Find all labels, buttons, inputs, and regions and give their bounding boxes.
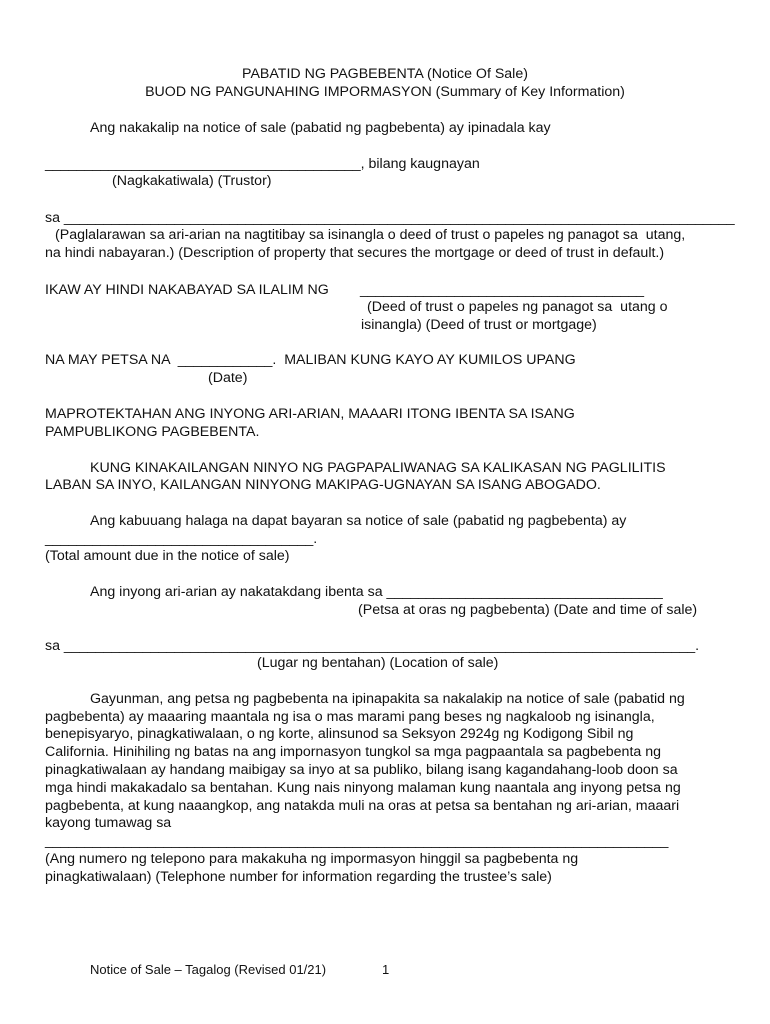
trustor-caption: (Nagkakatiwala) (Trustor) bbox=[112, 173, 272, 189]
body-paragraph-line: pagbebenta) ay maaaring maantala ng isa o mas marami pang beses ng nagkaloob ng isinangla, bbox=[45, 709, 655, 725]
property-blank-line: sa _____________________________________________________________________________________ bbox=[45, 210, 735, 226]
deed-caption-line1: (Deed of trust o papeles ng panagot sa utang o bbox=[367, 299, 668, 315]
body-paragraph-line: Gayunman, ang petsa ng pagbebenta na ipinapakita sa nakalakip na notice of sale (pabatid ng bbox=[90, 691, 685, 707]
amount-caption: (Total amount due in the notice of sale) bbox=[45, 548, 290, 564]
deed-caption-line2: isinangla) (Deed of trust or mortgage) bbox=[361, 317, 597, 333]
phone-blank-line: _______________________________________________________________________________ bbox=[45, 833, 669, 849]
document-subtitle: BUOD NG PANGUNAHING IMPORMASYON (Summary of Key Information) bbox=[145, 84, 625, 100]
lawyer-line2: LABAN SA INYO, KAILANGAN NINYONG MAKIPAG-UGNAYAN SA ISANG ABOGADO. bbox=[45, 477, 601, 493]
sale-date-text: Ang inyong ari-arian ay nakatakdang ibenta sa ___________________________________ bbox=[90, 584, 663, 600]
phone-caption-line1: (Ang numero ng telepono para makakuha ng impormasyon hinggil sa pagbebenta ng bbox=[45, 851, 579, 867]
trustor-blank-line: ________________________________________, bilang kaugnayan bbox=[45, 156, 480, 172]
location-caption: (Lugar ng bentahan) (Location of sale) bbox=[257, 655, 499, 671]
body-paragraph-line: pagbebenta, at kung naaangkop, ang natakda muli na oras at petsa sa bentahan ng ari-arian, maaari bbox=[45, 798, 680, 814]
dated-text: NA MAY PETSA NA ____________. MALIBAN KUNG KAYO AY KUMILOS UPANG bbox=[45, 352, 576, 368]
body-paragraph-line: benepisyaryo, pinagkatiwalaan, o ng korte, alinsunod sa Seksyon 2924g ng Kodigong Sibil ng bbox=[45, 726, 634, 742]
protect-line2: PAMPUBLIKONG PAGBEBENTA. bbox=[45, 424, 260, 440]
intro-text: Ang nakakalip na notice of sale (pabatid ng pagbebenta) ay ipinadala kay bbox=[90, 120, 551, 136]
body-paragraph-line: mga hindi makakadalo sa bentahan. Kung nais ninyong malaman kung naantala ang inyong petsa ng bbox=[45, 780, 681, 796]
deed-blank-line: ____________________________________ bbox=[360, 282, 645, 298]
location-blank-line: sa ________________________________________________________________________________. bbox=[45, 638, 700, 654]
body-paragraph-line: pinagkatiwalaan ay handang maibigay sa inyo at sa publiko, bilang isang kagandahang-loob doon sa bbox=[45, 762, 678, 778]
body-paragraph-line: California. Hinihiling ng batas na ang impornasyon tungkol sa mga pagpaantala sa pagbebenta ng bbox=[45, 744, 662, 760]
amount-text: Ang kabuuang halaga na dapat bayaran sa notice of sale (pabatid ng pagbebenta) ay bbox=[90, 513, 627, 529]
phone-caption-line2: pinagkatiwalaan) (Telephone number for information regarding the trustee’s sale) bbox=[45, 869, 552, 885]
property-caption-line2: na hindi nabayaran.) (Description of property that secures the mortgage or deed of trust in default.) bbox=[45, 245, 665, 261]
date-caption: (Date) bbox=[208, 370, 248, 386]
page-number: 1 bbox=[382, 962, 390, 977]
document-title: PABATID NG PAGBEBENTA (Notice Of Sale) bbox=[242, 66, 528, 82]
sale-date-caption: (Petsa at oras ng pagbebenta) (Date and time of sale) bbox=[358, 602, 698, 618]
amount-blank-line: __________________________________. bbox=[45, 531, 318, 547]
property-caption-line1: (Paglalarawan sa ari-arian na nagtitibay sa isinangla o deed of trust o papeles ng panagot sa utang, bbox=[55, 227, 686, 243]
default-text: IKAW AY HINDI NAKABAYAD SA ILALIM NG bbox=[45, 282, 329, 298]
protect-line1: MAPROTEKTAHAN ANG INYONG ARI-ARIAN, MAAARI ITONG IBENTA SA ISANG bbox=[45, 406, 575, 422]
body-paragraph-line: kayong tumawag sa bbox=[45, 815, 172, 831]
footer-form-name: Notice of Sale – Tagalog (Revised 01/21) bbox=[90, 962, 327, 977]
lawyer-line1: KUNG KINAKAILANGAN NINYO NG PAGPAPALIWANAG SA KALIKASAN NG PAGLILITIS bbox=[90, 460, 666, 476]
